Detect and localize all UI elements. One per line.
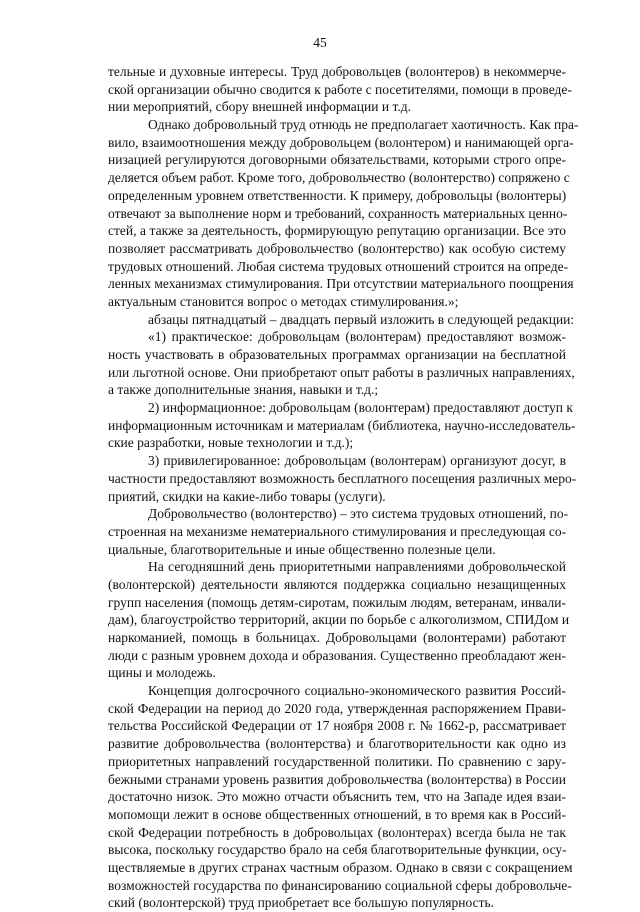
text-line: развитие добровольчества (волонтерства) и благотворительности как одно из	[108, 736, 566, 752]
text-line: ский (волонтерской) труд приобретает все большую популярность.	[108, 895, 494, 911]
text-line: «1) практическое: добровольцам (волонтерам) предоставляют возмож-	[148, 329, 566, 345]
text-line: щины и молодежь.	[108, 665, 216, 681]
text-line: приоритетных направлений государственной политики. По сравнению с зару-	[108, 753, 566, 769]
text-line: мопомощи лежит в основе общественных отношений, в то время как в Россий-	[108, 806, 566, 822]
text-line: а также дополнительные знания, навыки и т.д.;	[108, 382, 379, 398]
text-line: Концепция долгосрочного социально-экономического развития Россий-	[148, 683, 566, 699]
text-line: дам), благоустройство территорий, акции по борьбе с алкоголизмом, СПИДом и	[108, 612, 570, 628]
text-line: наркоманией, помощь в больницах. Добровольцами (волонтерами) работают	[108, 630, 566, 645]
text-line: отвечают за выполнение норм и требований, сохранность материальных ценно-	[108, 205, 568, 221]
document-body	[108, 63, 579, 912]
text-line: ность участвовать в образовательных программах организации на бесплатной	[108, 347, 566, 362]
text-line: вило, взаимоотношения между добровольцем (волонтером) и нанимающей орга-	[108, 134, 574, 150]
text-line: позволяет рассматривать добровольчество (волонтерство) как особую систему	[108, 240, 566, 256]
text-line: приятий, скидки на какие-либо товары (услуги).	[108, 488, 386, 504]
text-line: люди с разным уровнем дохода и образования. Существенно преобладают жен-	[108, 647, 566, 663]
text-line: ской Федерации потребность в добровольцах (волонтерах) всегда была не так	[108, 824, 566, 840]
text-line: ществляемые в других странах частным образом. Однако в связи с сокращением	[108, 859, 573, 875]
text-line: ленных механизмах стимулирования. При отсутствии материального поощрения	[108, 276, 574, 292]
text-line: определенным уровнем ответственности. К примеру, добровольцы (волонтеры)	[108, 187, 567, 203]
text-line: низацией регулируются договорными обязательствами, которыми строго опре-	[108, 152, 566, 168]
text-line: групп населения (помощь детям-сиротам, пожилым людям, ветеранам, инвали-	[108, 594, 566, 610]
text-line: 3) привилегированное: добровольцам (волонтерам) организуют досуг, в	[148, 453, 566, 469]
text-line: циальные, благотворительные и иные общественно полезные цели.	[108, 541, 496, 557]
text-line: строенная на механизме нематериального стимулирования и преследующая со-	[108, 523, 567, 539]
text-line: информационным источникам и материалам (библиотека, научно-исследователь-	[108, 417, 576, 433]
text-line: 2) информационное: добровольцам (волонтерам) предоставляют доступ к	[148, 400, 573, 416]
text-line: возможностей государства по финансированию социальной сферы добровольче-	[108, 877, 572, 893]
text-line: достаточно низок. Это можно отчасти объяснить тем, что на Западе идея взаи-	[108, 789, 566, 805]
text-line: ской организации обычно сводится к работе с посетителями, помощи в проведе-	[108, 81, 572, 97]
text-line: тельные и духовные интересы. Труд добровольцев (волонтеров) в некоммерче-	[108, 64, 566, 79]
text-line: бежными странами уровень развития добровольчества (волонтерства) в России	[108, 771, 566, 787]
text-line: частности предоставляют возможность бесплатного посещения различных меро-	[108, 470, 577, 486]
text-line: тельства Российской Федерации от 17 ноября 2008 г. № 1662-р, рассматривает	[108, 718, 566, 734]
text-line: Добровольчество (волонтерство) – это система трудовых отношений, по-	[148, 506, 569, 522]
text-line: стей, а также за деятельность, формирующую репутацию организации. Все это	[108, 223, 566, 239]
text-line: трудовых отношений. Любая система трудовых отношений строится на опреде-	[108, 258, 569, 274]
text-line: ские разработки, новые технологии и т.д.);	[108, 435, 354, 451]
text-line: актуальным становится вопрос о методах стимулирования.»;	[108, 293, 459, 309]
text-line: (волонтерской) деятельности являются поддержка социально незащищенных	[108, 576, 566, 592]
text-line: или льготной основе. Они приобретают опыт работы в различных направлениях,	[108, 364, 575, 380]
text-line: Однако добровольный труд отнюдь не предполагает хаотичность. Как пра-	[148, 117, 579, 133]
text-line: абзацы пятнадцатый – двадцать первый изложить в следующей редакции:	[148, 311, 575, 327]
text-line: нии мероприятий, сбору внешней информации и т.д.	[108, 99, 411, 115]
text-line: высока, поскольку государство брало на себя благотворительные функции, осу-	[108, 842, 567, 858]
text-line: На сегодняшний день приоритетными направлениями добровольческой	[148, 559, 566, 575]
text-line: деляется объем работ. Кроме того, добровольчество (волонтерство) сопряжено с	[108, 170, 570, 186]
text-line: ской Федерации на период до 2020 года, утвержденная распоряжением Прави-	[108, 700, 566, 716]
page-number: 45	[313, 35, 327, 50]
